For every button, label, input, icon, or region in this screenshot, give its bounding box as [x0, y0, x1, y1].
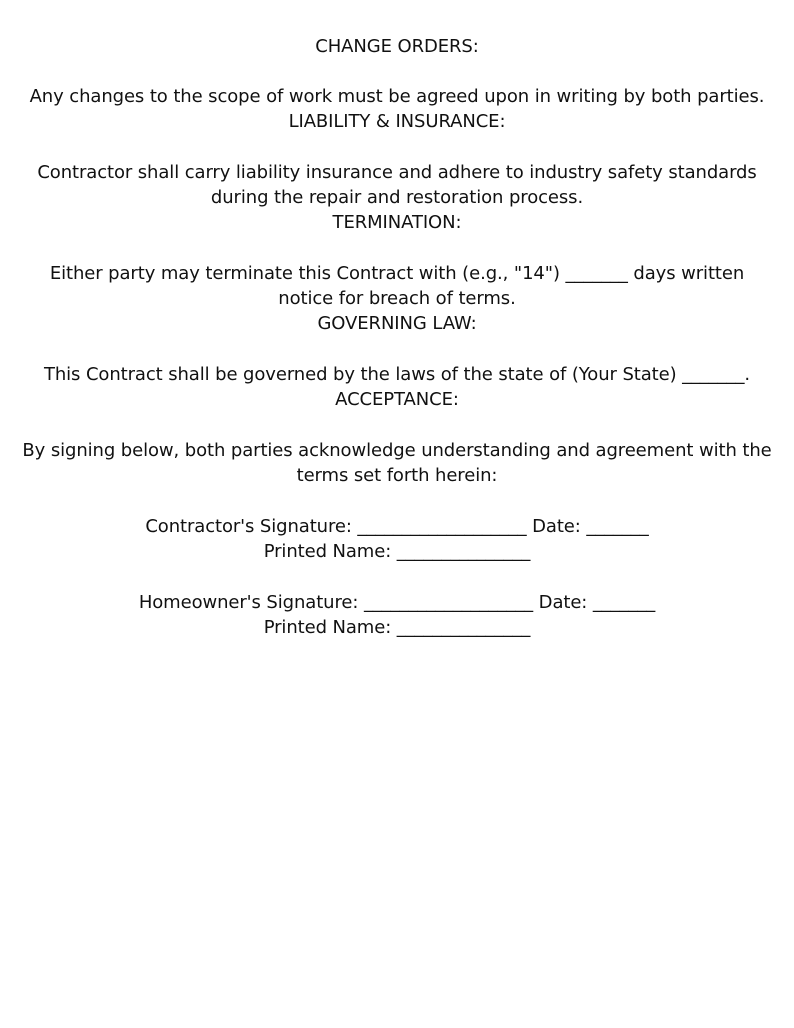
liability-insurance-body-line-2: during the repair and restoration process. — [210, 187, 584, 208]
acceptance-body-line-2: terms set forth herein: — [296, 465, 498, 486]
contractor-signature-line: Contractor's Signature: ___________________ Date: _______ — [145, 516, 649, 537]
acceptance-body-line-1: By signing below, both parties acknowledge understanding and agreement with the — [22, 440, 772, 461]
homeowner-signature-line: Homeowner's Signature: ___________________ Date: _______ — [138, 592, 656, 613]
contractor-printed-name-line: Printed Name: _______________ — [263, 541, 531, 562]
homeowner-printed-name-line: Printed Name: _______________ — [263, 617, 531, 638]
termination-body-line-2: notice for breach of terms. — [278, 288, 516, 309]
liability-insurance-heading: LIABILITY & INSURANCE: — [288, 111, 506, 132]
change-orders-heading: CHANGE ORDERS: — [315, 36, 479, 57]
governing-law-heading: GOVERNING LAW: — [317, 313, 477, 334]
liability-insurance-body-line-1: Contractor shall carry liability insurance and adhere to industry safety standards — [37, 162, 757, 183]
termination-body-line-1: Either party may terminate this Contract with (e.g., "14") _______ days written — [49, 263, 745, 284]
governing-law-body-line-1: This Contract shall be governed by the laws of the state of (Your State) _______. — [43, 364, 751, 385]
change-orders-body-line-1: Any changes to the scope of work must be agreed upon in writing by both parties. — [29, 86, 765, 107]
termination-heading: TERMINATION: — [332, 212, 462, 233]
acceptance-heading: ACCEPTANCE: — [335, 389, 459, 410]
